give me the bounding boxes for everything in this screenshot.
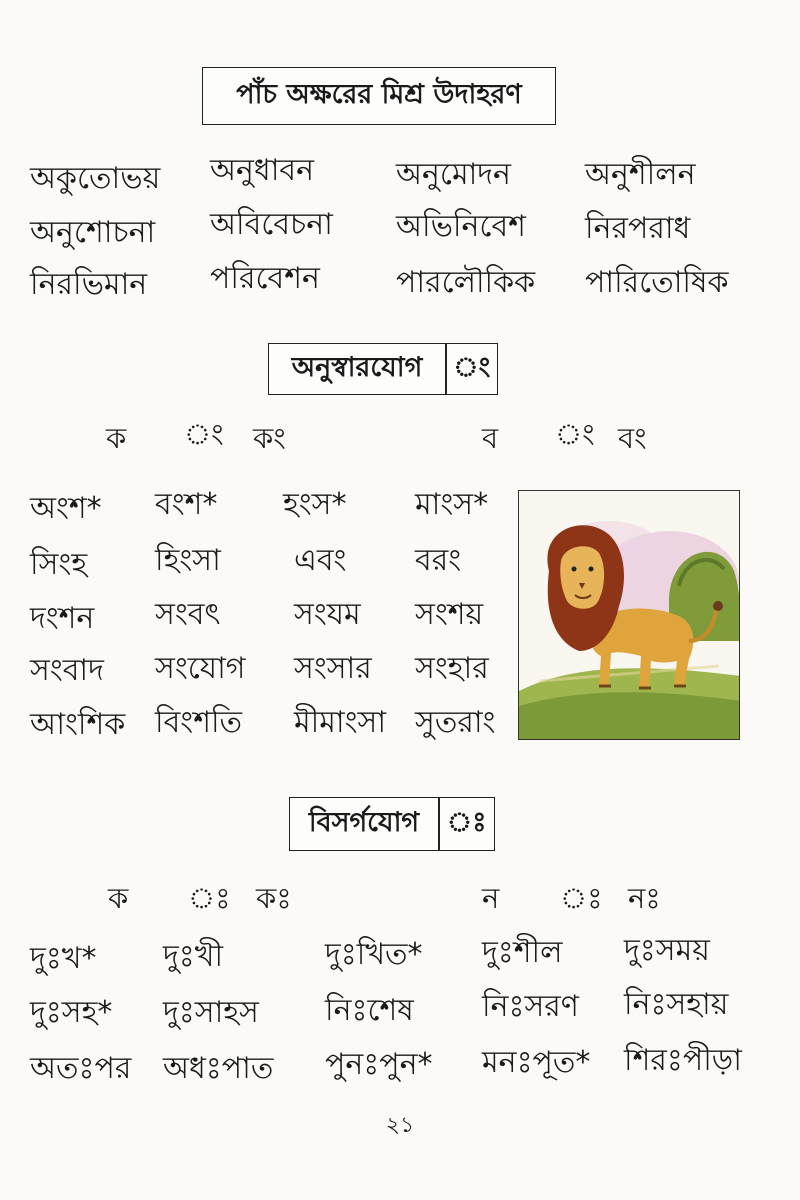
demo-letter: ন (482, 881, 500, 915)
section1-title-box (202, 67, 556, 125)
word: দুঃখ* (30, 941, 97, 976)
word: মাংস* (415, 487, 489, 522)
word: অভিনিবেশ (396, 209, 526, 244)
lion-illustration (518, 490, 740, 740)
word: এবং (294, 543, 347, 578)
word: সংবাদ (30, 653, 104, 688)
word: নিঃসরণ (482, 989, 579, 1024)
word: সংযোগ (155, 651, 246, 686)
word: অনুশীলন (585, 157, 696, 192)
demo-sign: ঃ (560, 881, 603, 915)
word: অকুতোভয় (30, 161, 161, 196)
word: বিংশতি (155, 705, 243, 740)
demo-letter: ব (482, 421, 499, 455)
word: অনুশোচনা (30, 215, 156, 250)
word: পরিবেশন (210, 261, 320, 296)
word: অতঃপর (30, 1051, 132, 1086)
word: দুঃসময় (624, 933, 710, 968)
word: পুনঃপুন* (325, 1047, 433, 1082)
demo-letter: ক (106, 421, 127, 455)
word: অনুধাবন (210, 153, 315, 188)
word: অধঃপাত (163, 1051, 274, 1086)
demo-sign: ং (184, 417, 224, 451)
word: নিরপরাধ (585, 211, 691, 246)
demo-sign: ঃ (188, 881, 231, 915)
word: সিংহ (30, 547, 88, 582)
word: অবিবেচনা (210, 207, 333, 242)
word: দুঃখী (163, 939, 224, 974)
word: মনঃপূত* (482, 1045, 591, 1080)
demo-letter: ক (108, 881, 129, 915)
section2-title-box (268, 343, 498, 395)
word: অনুমোদন (396, 157, 511, 192)
word: সংশয় (415, 597, 484, 632)
word: অংশ* (30, 491, 102, 526)
word: শিরঃপীড়া (624, 1043, 742, 1078)
word: আংশিক (30, 707, 126, 742)
section3-sign: ঃ (446, 806, 487, 838)
word: নিঃশেষ (325, 993, 414, 1028)
demo-result: কঃ (256, 881, 292, 915)
page-number: ২১ (385, 1113, 415, 1138)
section1-title: পাঁচ অক্ষরের মিশ্র উদাহরণ (236, 78, 522, 110)
section3-title: বিসর্গযোগ (308, 806, 420, 838)
section2-title: অনুস্বারযোগ (291, 351, 423, 383)
word: দুঃশীল (482, 935, 563, 970)
word: সংহার (415, 651, 489, 686)
word: নিরভিমান (30, 267, 148, 302)
word: পারিতোষিক (585, 265, 729, 300)
word: দুঃসাহস (163, 995, 259, 1030)
word: সংসার (294, 651, 372, 686)
word: দংশন (30, 601, 95, 636)
word: পারলৌকিক (396, 265, 536, 300)
word: দুঃখিত* (325, 937, 423, 972)
section3-title-box (289, 797, 495, 851)
word: নিঃসহায় (624, 987, 729, 1022)
word: সংযম (294, 597, 361, 632)
demo-result: কং (253, 421, 286, 455)
word: মীমাংসা (294, 705, 387, 740)
word: সুতরাং (415, 705, 496, 740)
word: হিংসা (155, 543, 221, 578)
word: দুঃসহ* (30, 995, 113, 1030)
demo-sign: ং (555, 417, 595, 451)
demo-result: নঃ (628, 881, 661, 915)
section2-sign: ং (453, 351, 491, 383)
word: বরং (415, 543, 462, 578)
word: বংশ* (155, 487, 218, 522)
word: হংস* (283, 487, 347, 522)
demo-result: বং (618, 421, 647, 455)
word: সংবৎ (155, 597, 221, 632)
